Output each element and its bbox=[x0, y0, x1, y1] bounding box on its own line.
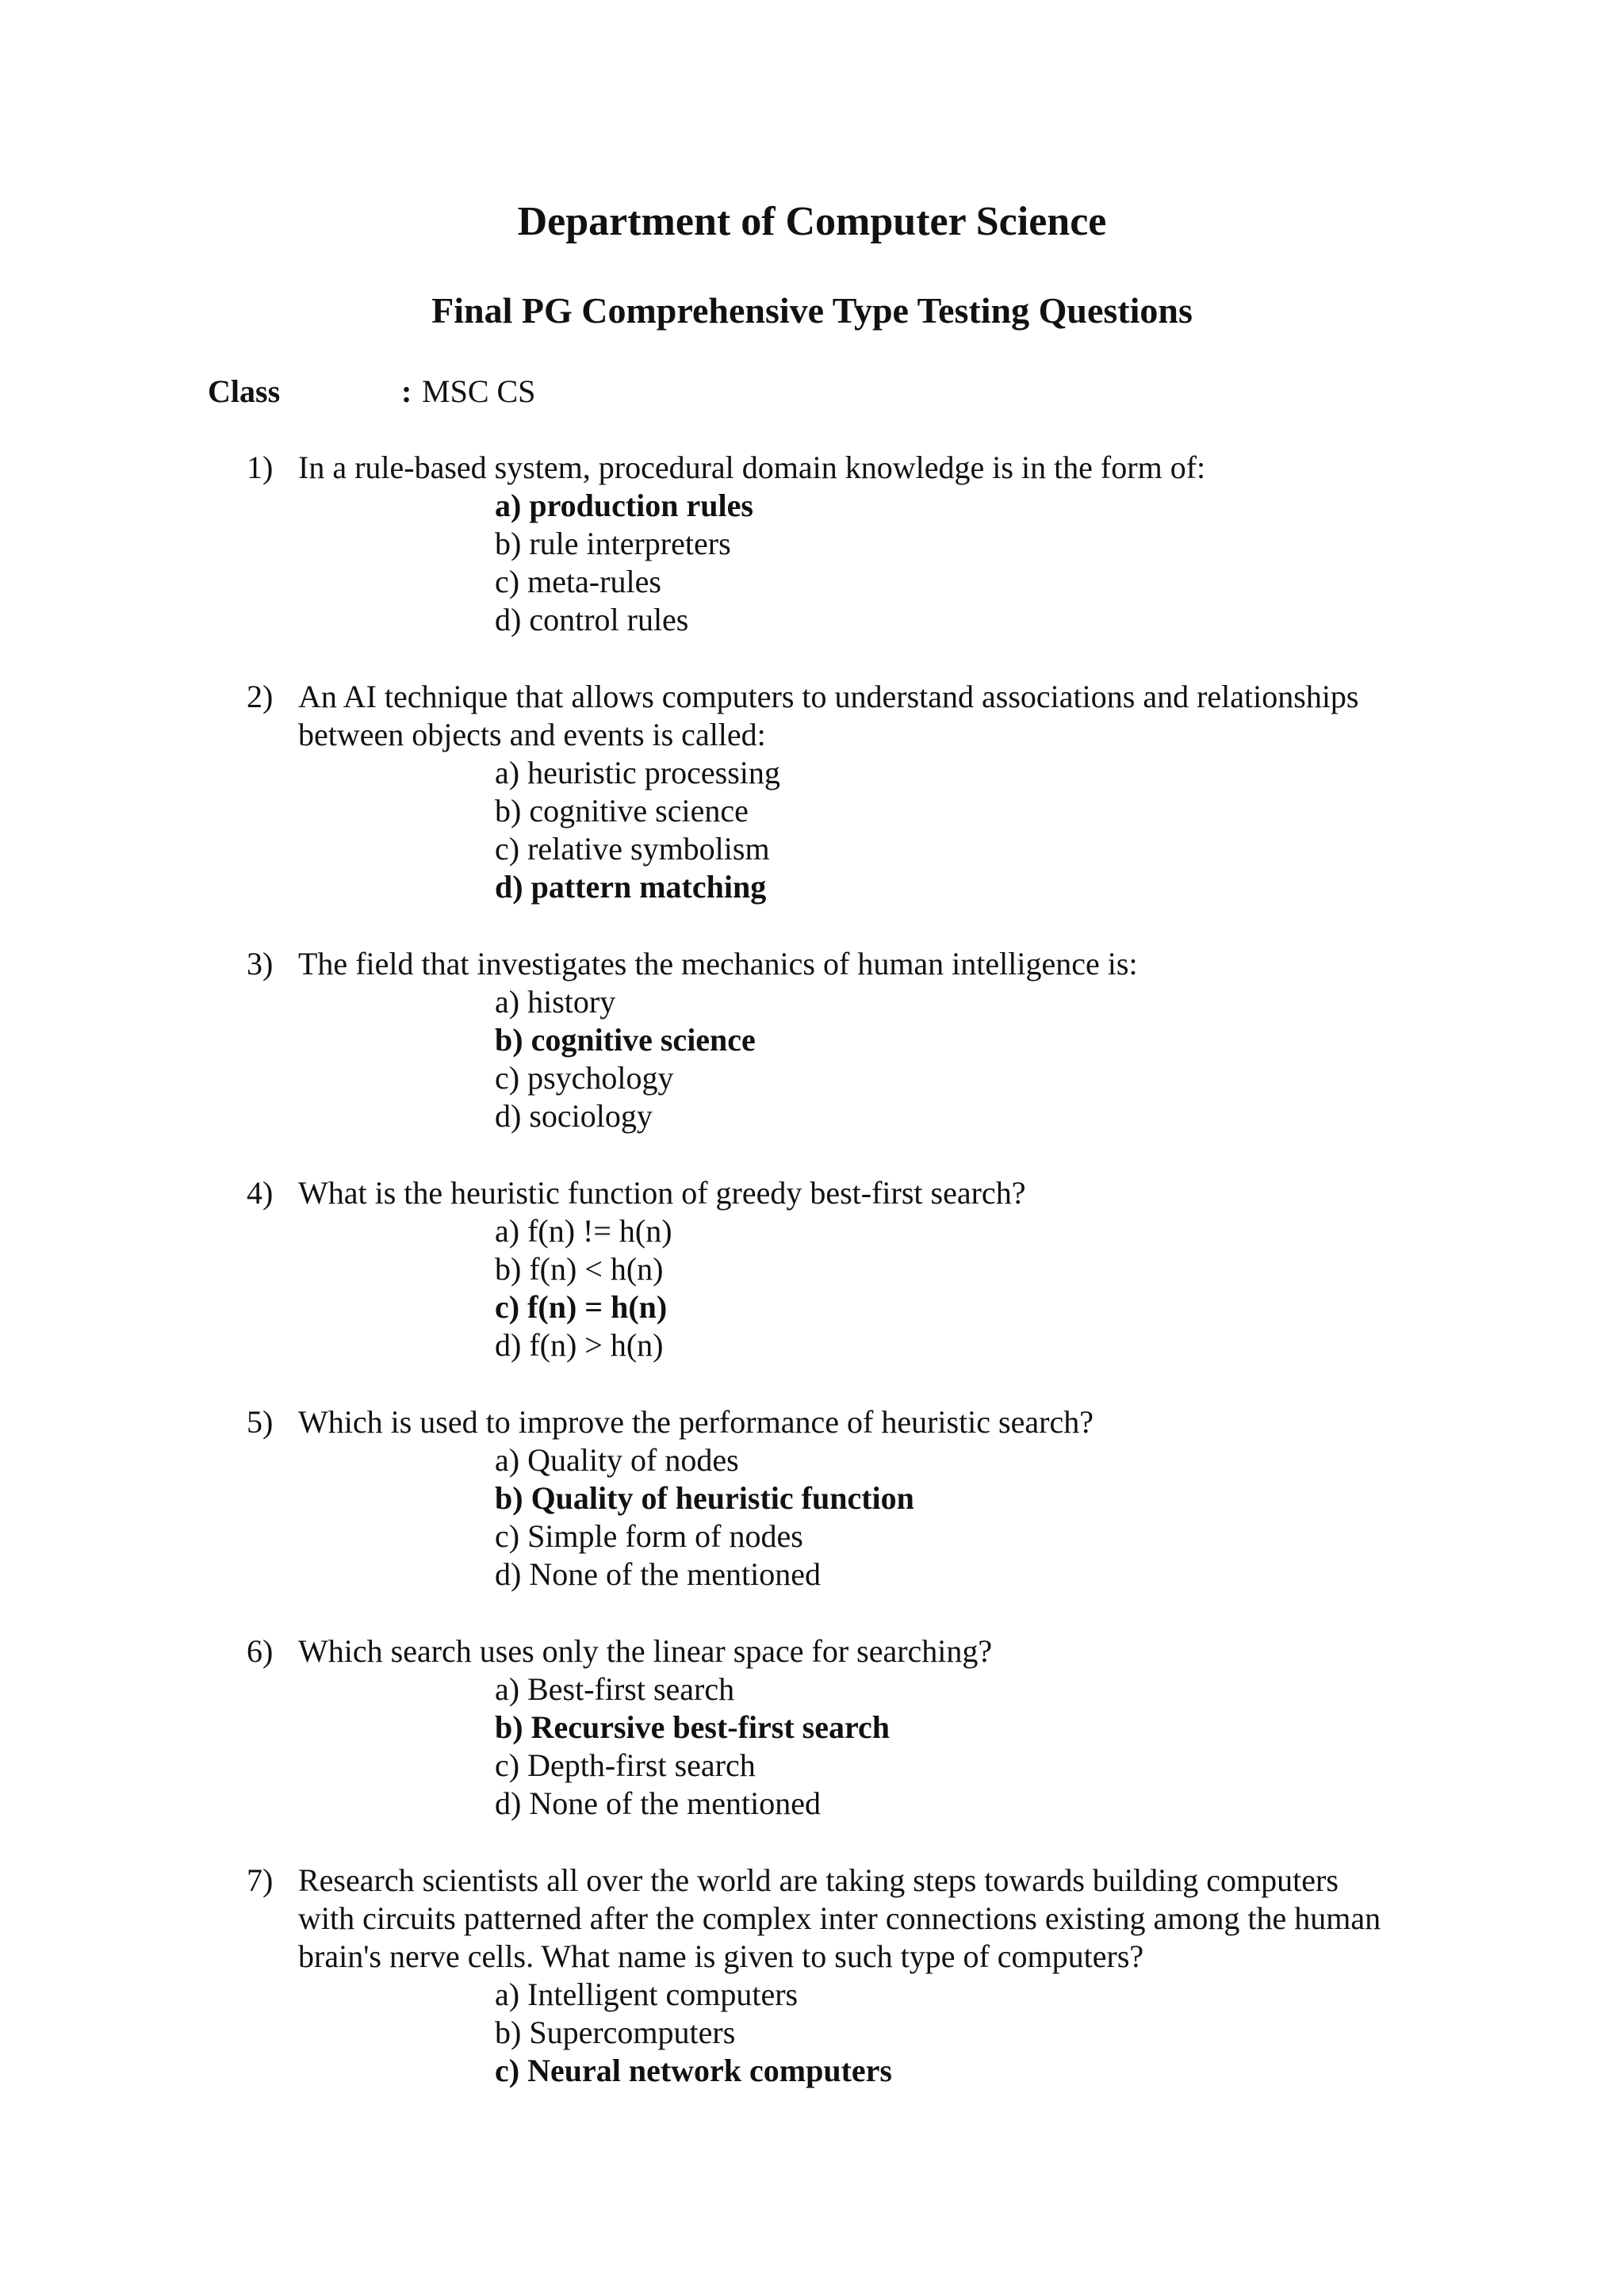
question-item bbox=[0, 678, 1624, 906]
question-item bbox=[0, 1632, 1624, 1823]
answer-option: d) None of the mentioned bbox=[495, 1556, 821, 1592]
answer-option: d) f(n) > h(n) bbox=[495, 1327, 664, 1363]
question-number: 1) bbox=[247, 450, 274, 485]
class-value: MSC CS bbox=[422, 373, 536, 409]
question-text: Which search uses only the linear space for searching? bbox=[298, 1633, 993, 1669]
answer-option: a) f(n) != h(n) bbox=[495, 1213, 672, 1249]
answer-options bbox=[495, 487, 1624, 639]
correct-answer-option: b) Quality of heuristic function bbox=[495, 1480, 914, 1516]
question-item bbox=[0, 945, 1624, 1135]
answer-options bbox=[495, 983, 1624, 1135]
question-number: 7) bbox=[247, 1862, 274, 1898]
correct-answer-option: c) Neural network computers bbox=[495, 2053, 892, 2088]
answer-option: c) Simple form of nodes bbox=[495, 1518, 803, 1554]
correct-answer-option: b) cognitive science bbox=[495, 1022, 756, 1058]
correct-answer-option: d) pattern matching bbox=[495, 869, 767, 905]
answer-option: d) sociology bbox=[495, 1098, 653, 1134]
question-item bbox=[0, 449, 1624, 639]
answer-option: c) Depth-first search bbox=[495, 1747, 756, 1783]
answer-options bbox=[495, 754, 1624, 906]
answer-option: d) control rules bbox=[495, 602, 689, 637]
question-text: The field that investigates the mechanics of human intelligence is: bbox=[298, 946, 1138, 982]
correct-answer-option: b) Recursive best-first search bbox=[495, 1709, 891, 1745]
answer-option: c) meta-rules bbox=[495, 564, 661, 599]
question-text: Which is used to improve the performance of heuristic search? bbox=[298, 1404, 1094, 1440]
question-number: 6) bbox=[247, 1633, 274, 1669]
answer-option: a) Best-first search bbox=[495, 1671, 735, 1707]
exam-title: Final PG Comprehensive Type Testing Questions bbox=[431, 290, 1193, 331]
department-title: Department of Computer Science bbox=[517, 199, 1107, 244]
answer-option: a) Intelligent computers bbox=[495, 1976, 799, 2012]
answer-option: c) psychology bbox=[495, 1060, 674, 1096]
answer-option: b) Supercomputers bbox=[495, 2015, 736, 2050]
question-item bbox=[0, 1862, 1624, 2090]
answer-option: d) None of the mentioned bbox=[495, 1785, 821, 1821]
question-number: 3) bbox=[247, 946, 274, 982]
correct-answer-option: a) production rules bbox=[495, 488, 753, 523]
question-number: 5) bbox=[247, 1404, 274, 1440]
question-item bbox=[0, 1403, 1624, 1594]
question-text: An AI technique that allows computers to understand associations and relationships between objects and events is called: bbox=[298, 679, 1359, 752]
answer-option: a) Quality of nodes bbox=[495, 1442, 739, 1478]
answer-option: a) heuristic processing bbox=[495, 755, 780, 790]
question-item bbox=[0, 1174, 1624, 1364]
class-label: Class bbox=[208, 373, 281, 409]
class-separator: : bbox=[401, 373, 412, 409]
question-number: 4) bbox=[247, 1175, 274, 1211]
answer-options bbox=[495, 1976, 1624, 2090]
answer-options bbox=[495, 1441, 1624, 1594]
answer-options bbox=[495, 1212, 1624, 1364]
question-text: Research scientists all over the world are taking steps towards building computers with circuits patterned after the complex inter connections existing among the human brain's nerve cells. What name is given to such type of computers? bbox=[298, 1862, 1381, 1974]
question-number: 2) bbox=[247, 679, 274, 714]
answer-option: b) cognitive science bbox=[495, 793, 749, 828]
answer-option: c) relative symbolism bbox=[495, 831, 770, 867]
answer-options bbox=[495, 1670, 1624, 1823]
answer-option: a) history bbox=[495, 984, 616, 1020]
question-text: What is the heuristic function of greedy best-first search? bbox=[298, 1175, 1026, 1211]
question-text: In a rule-based system, procedural domain knowledge is in the form of: bbox=[298, 450, 1206, 485]
answer-option: b) f(n) < h(n) bbox=[495, 1251, 664, 1287]
answer-option: b) rule interpreters bbox=[495, 526, 731, 561]
correct-answer-option: c) f(n) = h(n) bbox=[495, 1289, 668, 1325]
question-list bbox=[0, 449, 1624, 2129]
